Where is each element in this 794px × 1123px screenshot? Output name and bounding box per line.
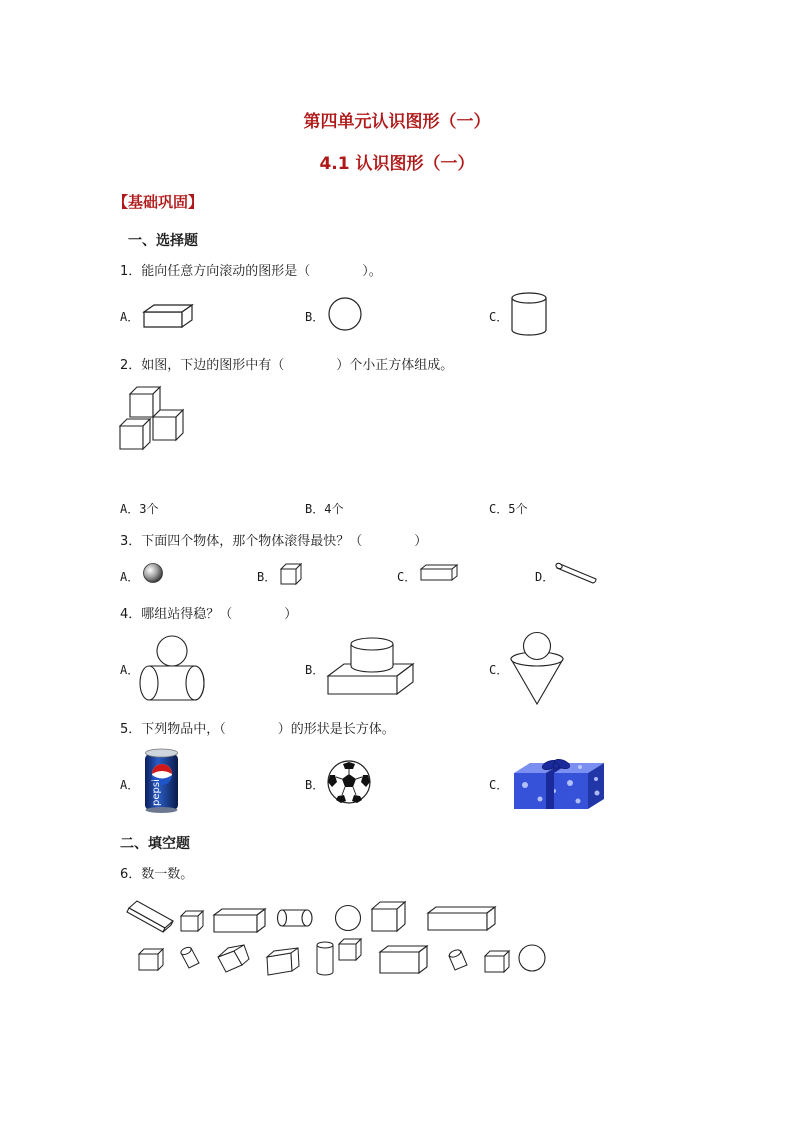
q1-option-a[interactable]: A．: [120, 310, 140, 324]
tilted-cylinder-icon: [178, 946, 202, 972]
sphere-on-cone-figure: [508, 631, 566, 706]
q3-option-d[interactable]: D．: [535, 570, 555, 584]
lesson-title: 4.1 认识图形（一）: [319, 154, 475, 174]
tilted-cube-icon: [216, 947, 250, 975]
q5-option-a[interactable]: A．: [120, 778, 140, 792]
cylinder-icon: [511, 292, 547, 336]
cylinder-on-slab-figure: [327, 636, 415, 698]
cuboid-icon: [427, 906, 497, 932]
question-2: 2．如图，下边的图形中有（ ）个小正方体组成。: [120, 358, 454, 373]
cuboid-icon: [379, 945, 429, 975]
q2-option-b[interactable]: B．4个: [305, 502, 344, 516]
section-basic-label: 【基础巩固】: [113, 193, 204, 211]
section-choice-title: 一、选择题: [128, 233, 198, 249]
q3-option-b[interactable]: B．: [257, 570, 277, 584]
question-1: 1．能向任意方向滚动的图形是（ ）。: [120, 264, 382, 279]
circle-icon: [517, 943, 547, 973]
standing-cylinder-icon: [315, 940, 335, 978]
circle-icon: [327, 297, 363, 331]
cube-icon: [280, 563, 304, 585]
cube-icon: [484, 950, 512, 974]
gift-box-icon: [510, 755, 610, 811]
sphere-on-lying-cylinder-figure: [140, 634, 206, 702]
cube-icon: [138, 948, 166, 972]
lying-cylinder-icon: [277, 907, 315, 929]
q4-option-a[interactable]: A．: [120, 663, 140, 677]
cylinder-rod-icon: [556, 560, 604, 586]
rotated-cuboid-icon: [127, 898, 175, 934]
q1-option-c[interactable]: C．: [489, 310, 509, 324]
q2-option-c[interactable]: C．5个: [489, 502, 528, 516]
question-3: 3．下面四个物体，那个物体滚得最快？（ ）: [120, 534, 428, 549]
tilted-cuboid-icon: [265, 949, 301, 977]
cube-icon: [180, 910, 206, 932]
q5-option-c[interactable]: C．: [489, 778, 509, 792]
cuboid-icon: [420, 563, 460, 583]
q2-option-a[interactable]: A．3个: [120, 502, 159, 516]
question-5: 5．下列物品中，（ ）的形状是长方体。: [120, 722, 395, 737]
q4-option-b[interactable]: B．: [305, 663, 325, 677]
cuboid-icon: [213, 908, 267, 934]
section-fill-title: 二、填空题: [120, 836, 190, 852]
cube-icon: [338, 938, 364, 962]
q3-option-c[interactable]: C．: [397, 570, 417, 584]
q1-option-b[interactable]: B．: [305, 310, 325, 324]
cubes-stack-figure: [119, 383, 187, 451]
cuboid-icon: [142, 303, 194, 329]
cube-icon: [371, 901, 407, 933]
q4-option-c[interactable]: C．: [489, 663, 509, 677]
circle-icon: [334, 904, 362, 932]
soda-can-icon: [142, 746, 182, 814]
can-label: pepsi: [151, 779, 162, 806]
question-6: 6．数一数。: [120, 867, 194, 882]
ball-icon: [142, 562, 166, 586]
soccer-ball-icon: [327, 760, 373, 806]
unit-title: 第四单元认识图形（一）: [303, 112, 491, 132]
q5-option-b[interactable]: B．: [305, 778, 325, 792]
tilted-cylinder-icon: [446, 949, 470, 973]
q3-option-a[interactable]: A．: [120, 570, 140, 584]
question-4: 4．哪组站得稳？（ ）: [120, 607, 298, 622]
